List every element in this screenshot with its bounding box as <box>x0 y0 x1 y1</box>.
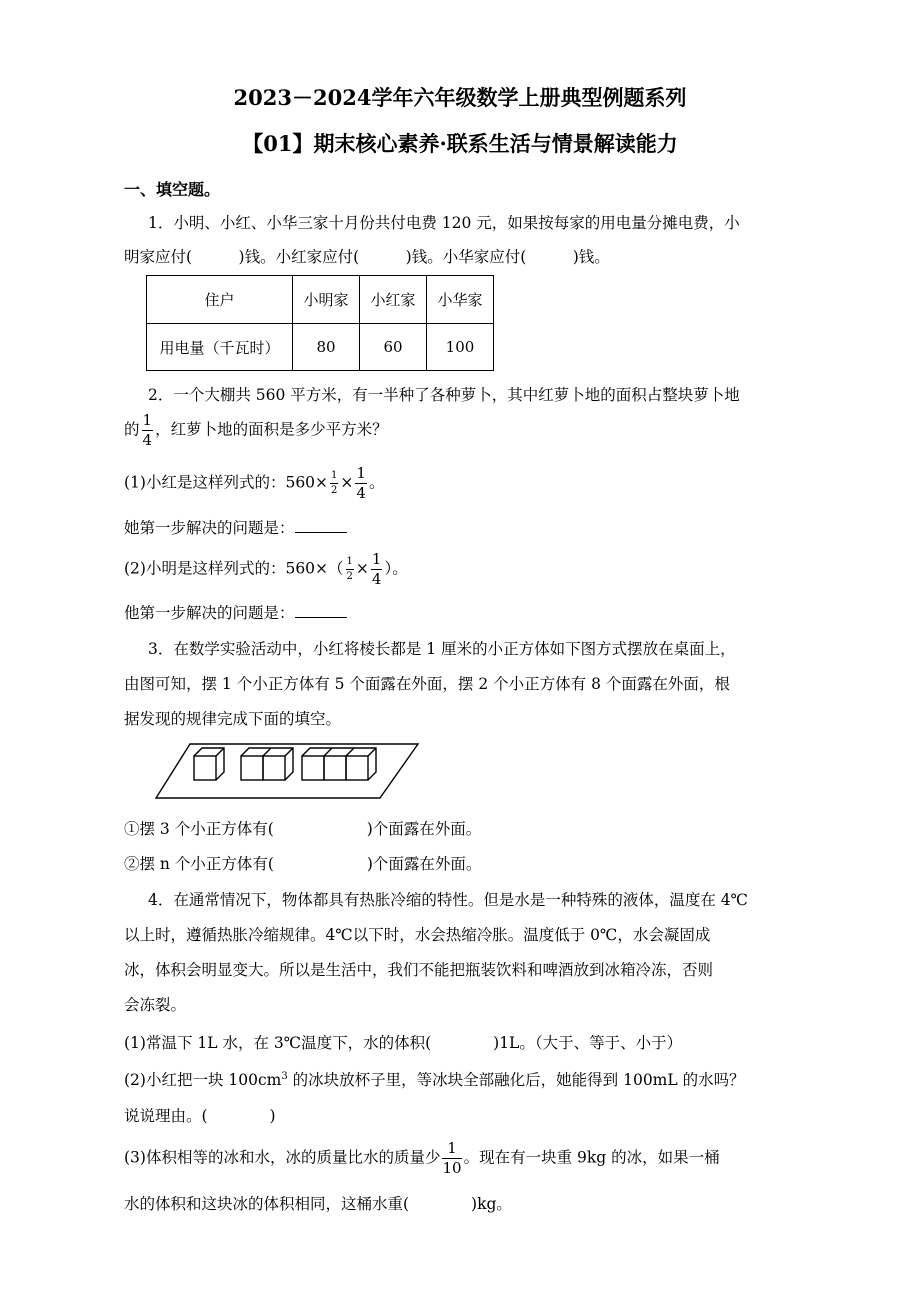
q3-line1: 3．在数学实验活动中，小红将棱长都是 1 厘米的小正方体如下图方式摆放在桌面上， <box>148 640 736 658</box>
q4-part3-prefix: (3)体积相等的冰和水，冰的质量比水的质量少 <box>124 1148 441 1167</box>
fraction-denominator: 4 <box>356 484 366 502</box>
fraction-numerator: 1 <box>442 1141 461 1159</box>
fraction-one-tenth <box>442 1141 461 1176</box>
fraction-denominator: 10 <box>442 1159 462 1177</box>
times-sign: × <box>340 473 354 492</box>
q2-part1-question <box>124 516 347 538</box>
table-cell: 80 <box>293 324 360 371</box>
table-row <box>147 324 494 371</box>
table-header-cell: 小红家 <box>360 276 427 324</box>
fraction-denominator: 4 <box>142 431 153 449</box>
q4-line3: 冰，体积会明显变大。所以是生活中，我们不能把瓶装饮料和啤酒放到冰箱冷冻，否则 <box>124 961 714 979</box>
q4-line1: 4．在通常情况下，物体都具有热胀冷缩的特性。但是水是一种特殊的液体，温度在 4℃ <box>148 891 748 909</box>
table-cell: 用电量（千瓦时） <box>147 324 293 371</box>
fraction-numerator: 1 <box>371 550 382 568</box>
q2-line2 <box>124 413 388 448</box>
q4-part2-suffix: 的冰块放杯子里，等冰块全部融化后，她能得到 100mL 的水吗？ <box>287 1071 745 1089</box>
cube-group-three <box>302 748 376 780</box>
q4-part3 <box>124 1141 720 1176</box>
fraction-one-half <box>330 471 338 496</box>
q2-part1-suffix: 。 <box>368 473 385 492</box>
fraction-denominator: 2 <box>331 485 338 496</box>
q4-part3-suffix: 。现在有一块重 9kg 的冰，如果一桶 <box>463 1148 720 1167</box>
table-header-cell: 小明家 <box>293 276 360 324</box>
superscript-cubed: 3 <box>281 1071 288 1082</box>
fraction-one-quarter <box>142 413 154 448</box>
fraction-numerator: 1 <box>356 464 366 482</box>
table-cell: 100 <box>427 324 494 371</box>
q2-line2-prefix: 的 <box>124 420 140 439</box>
q2-part1-question-text: 她第一步解决的问题是： <box>124 519 295 537</box>
table-cell: 60 <box>360 324 427 371</box>
q4-part1: (1)常温下 1L 水，在 3℃温度下，水的体积( )1L。（大于、等于、小于） <box>124 1034 683 1052</box>
fraction-denominator: 4 <box>371 570 382 588</box>
document-title: 2023－2024学年六年级数学上册典型例题系列 <box>233 85 687 110</box>
q3-line2: 由图可知，摆 1 个小正方体有 5 个面露在外面，摆 2 个小正方体有 8 个面露在外面，根 <box>124 675 730 693</box>
q3-item2: ②摆 n 个小正方体有( )个面露在外面。 <box>124 855 482 873</box>
table-header-row <box>147 276 494 324</box>
table-header-cell: 住户 <box>147 276 293 324</box>
fraction-numerator: 1 <box>330 471 338 484</box>
q2-part2-question <box>124 601 347 623</box>
answer-blank[interactable] <box>295 520 347 533</box>
answer-blank[interactable] <box>295 605 347 618</box>
q2-line1: 2．一个大棚共 560 平方米，有一半种了各种萝卜，其中红萝卜地的面积占整块萝卜地 <box>148 386 740 404</box>
table-header-cell: 小华家 <box>427 276 494 324</box>
q2-part1 <box>124 466 384 501</box>
q3-line3: 据发现的规律完成下面的填空。 <box>124 710 342 728</box>
cube-group-two <box>241 748 293 780</box>
q2-part1-prefix: (1)小红是这样列式的：560× <box>124 473 329 492</box>
q2-part2-question-text: 他第一步解决的问题是： <box>124 604 295 622</box>
q4-line4: 会冻裂。 <box>124 996 187 1014</box>
cube-group-one <box>194 748 224 780</box>
table-top-shape <box>156 744 418 798</box>
q4-part2-line2: 说说理由。( ) <box>124 1107 276 1125</box>
fraction-one-half <box>346 557 354 582</box>
times-sign: × <box>355 559 369 578</box>
q4-part2 <box>124 1068 745 1090</box>
fraction-numerator: 1 <box>346 557 354 570</box>
fraction-one-quarter <box>371 552 383 587</box>
q3-item1: ①摆 3 个小正方体有( )个面露在外面。 <box>124 820 482 838</box>
q2-part2-suffix: ）。 <box>384 559 408 578</box>
document-subtitle: 【01】期末核心素养·联系生活与情景解读能力 <box>242 131 678 156</box>
cube-arrangement-figure <box>152 740 422 802</box>
q2-part2 <box>124 552 408 587</box>
section-heading: 一、填空题。 <box>124 180 221 199</box>
fraction-numerator: 1 <box>142 411 153 429</box>
fraction-one-quarter <box>355 466 367 501</box>
q4-part2-prefix: (2)小红把一块 100cm <box>124 1071 282 1089</box>
q1-line1: 1．小明、小红、小华三家十月份共付电费 120 元，如果按每家的用电量分摊电费，小 <box>148 214 740 232</box>
electricity-usage-table <box>146 275 494 371</box>
q1-line2: 明家应付( )钱。小红家应付( )钱。小华家应付( )钱。 <box>124 248 610 266</box>
q4-part3-line2: 水的体积和这块冰的体积相同，这桶水重( )kg。 <box>124 1195 512 1213</box>
q2-line2-suffix: ，红萝卜地的面积是多少平方米？ <box>155 420 388 439</box>
q4-line2: 以上时，遵循热胀冷缩规律。4℃以下时，水会热缩冷胀。温度低于 0℃，水会凝固成 <box>124 926 711 944</box>
fraction-denominator: 2 <box>346 571 353 582</box>
q2-part2-prefix: (2)小明是这样列式的：560×（ <box>124 559 344 578</box>
